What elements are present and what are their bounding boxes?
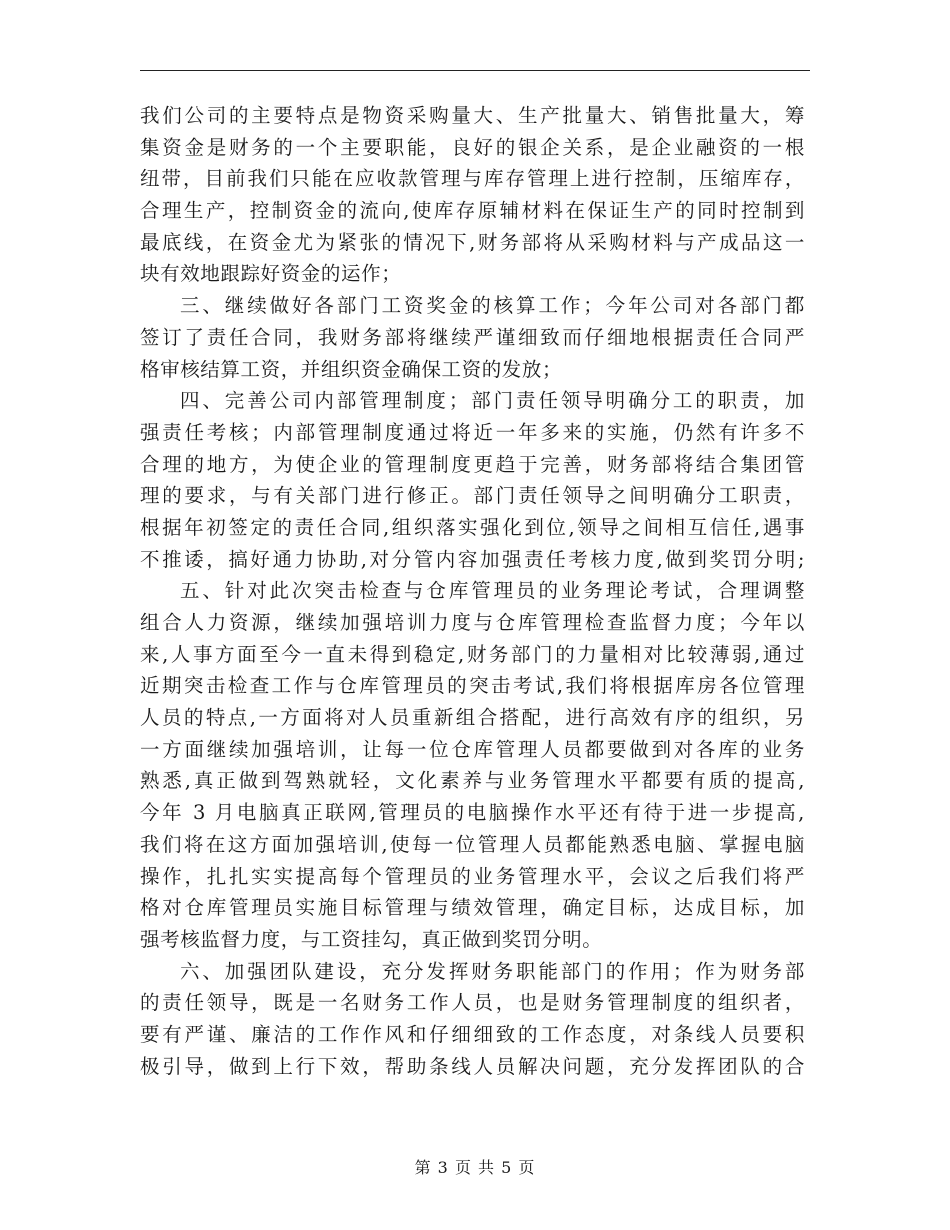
text-line: 一方面继续加强培训，让每一位仓库管理人员都要做到对各库的业务: [140, 737, 805, 761]
text-line: 人员的特点,一方面将对人员重新组合搭配，进行高效有序的组织，另: [140, 706, 805, 730]
text-line: 的责任领导，既是一名财务工作人员，也是财务管理制度的组织者，: [140, 991, 805, 1015]
text-line: 纽带，目前我们只能在应收款管理与库存管理上进行控制，压缩库存，: [140, 167, 805, 191]
paragraph-4-start: 四、完善公司内部管理制度；部门责任领导明确分工的职责，加: [180, 389, 805, 413]
text-line: 强责任考核；内部管理制度通过将近一年多来的实施，仍然有许多不: [140, 420, 805, 444]
text-line: 合理的地方，为使企业的管理制度更趋于完善，财务部将结合集团管: [140, 452, 805, 476]
header-rule: [140, 70, 810, 71]
text-line: 要有严谨、廉洁的工作作风和仔细细致的工作态度，对条线人员要积: [140, 1022, 805, 1046]
text-line: 今年 3 月电脑真正联网,管理员的电脑操作水平还有待于进一步提高,: [140, 801, 805, 825]
paragraph-5-start: 五、针对此次突击检查与仓库管理员的业务理论考试，合理调整: [180, 579, 805, 603]
text-line: 熟悉,真正做到驾熟就轻，文化素养与业务管理水平都要有质的提高,: [140, 769, 805, 793]
text-line: 我们公司的主要特点是物资采购量大、生产批量大、销售批量大，筹: [140, 104, 805, 127]
text-line: 理的要求，与有关部门进行修正。部门责任领导之间明确分工职责，: [140, 484, 805, 508]
text-line: 合理生产，控制资金的流向,使库存原辅材料在保证生产的同时控制到: [140, 199, 805, 223]
body-text: [140, 100, 805, 1082]
text-line: 签订了责任合同，我财务部将继续严谨细致而仔细地根据责任合同严: [140, 325, 805, 349]
text-line: 块有效地跟踪好资金的运作；: [140, 262, 402, 286]
paragraph-6-start: 六、加强团队建设，充分发挥财务职能部门的作用；作为财务部: [180, 959, 805, 983]
text-line: 格对仓库管理员实施目标管理与绩效管理，确定目标，达成目标，加: [140, 896, 805, 920]
text-line: 格审核结算工资，并组织资金确保工资的发放；: [140, 357, 563, 381]
text-line: 根据年初签定的责任合同,组织落实强化到位,领导之间相互信任,遇事: [140, 515, 805, 539]
paragraph-3-start: 三、继续做好各部门工资奖金的核算工作；今年公司对各部门都: [180, 294, 805, 318]
page-footer: [0, 1155, 950, 1178]
text-line: 不推诿，搞好通力协助,对分管内容加强责任考核力度,做到奖罚分明;: [140, 547, 805, 571]
text-line: 操作，扎扎实实提高每个管理员的业务管理水平，会议之后我们将严: [140, 864, 805, 888]
page-number-label: 第 3 页 共 5 页: [414, 1158, 536, 1177]
text-line: 极引导，做到上行下效，帮助条线人员解决问题，充分发挥团队的合: [140, 1054, 805, 1078]
text-line: 强考核监督力度，与工资挂勾，真正做到奖罚分明。: [140, 927, 603, 951]
text-line: 集资金是财务的一个主要职能，良好的银企关系，是企业融资的一根: [140, 135, 805, 159]
text-line: 来,人事方面至今一直未得到稳定,财务部门的力量相对比较薄弱,通过: [140, 642, 805, 666]
text-line: 近期突击检查工作与仓库管理员的突击考试,我们将根据库房各位管理: [140, 674, 805, 698]
text-line: 我们将在这方面加强培训,使每一位管理人员都能熟悉电脑、掌握电脑: [140, 832, 805, 856]
text-line: 最底线，在资金尤为紧张的情况下,财务部将从采购材料与产成品这一: [140, 230, 805, 254]
text-line: 组合人力资源，继续加强培训力度与仓库管理检查监督力度；今年以: [140, 611, 805, 634]
